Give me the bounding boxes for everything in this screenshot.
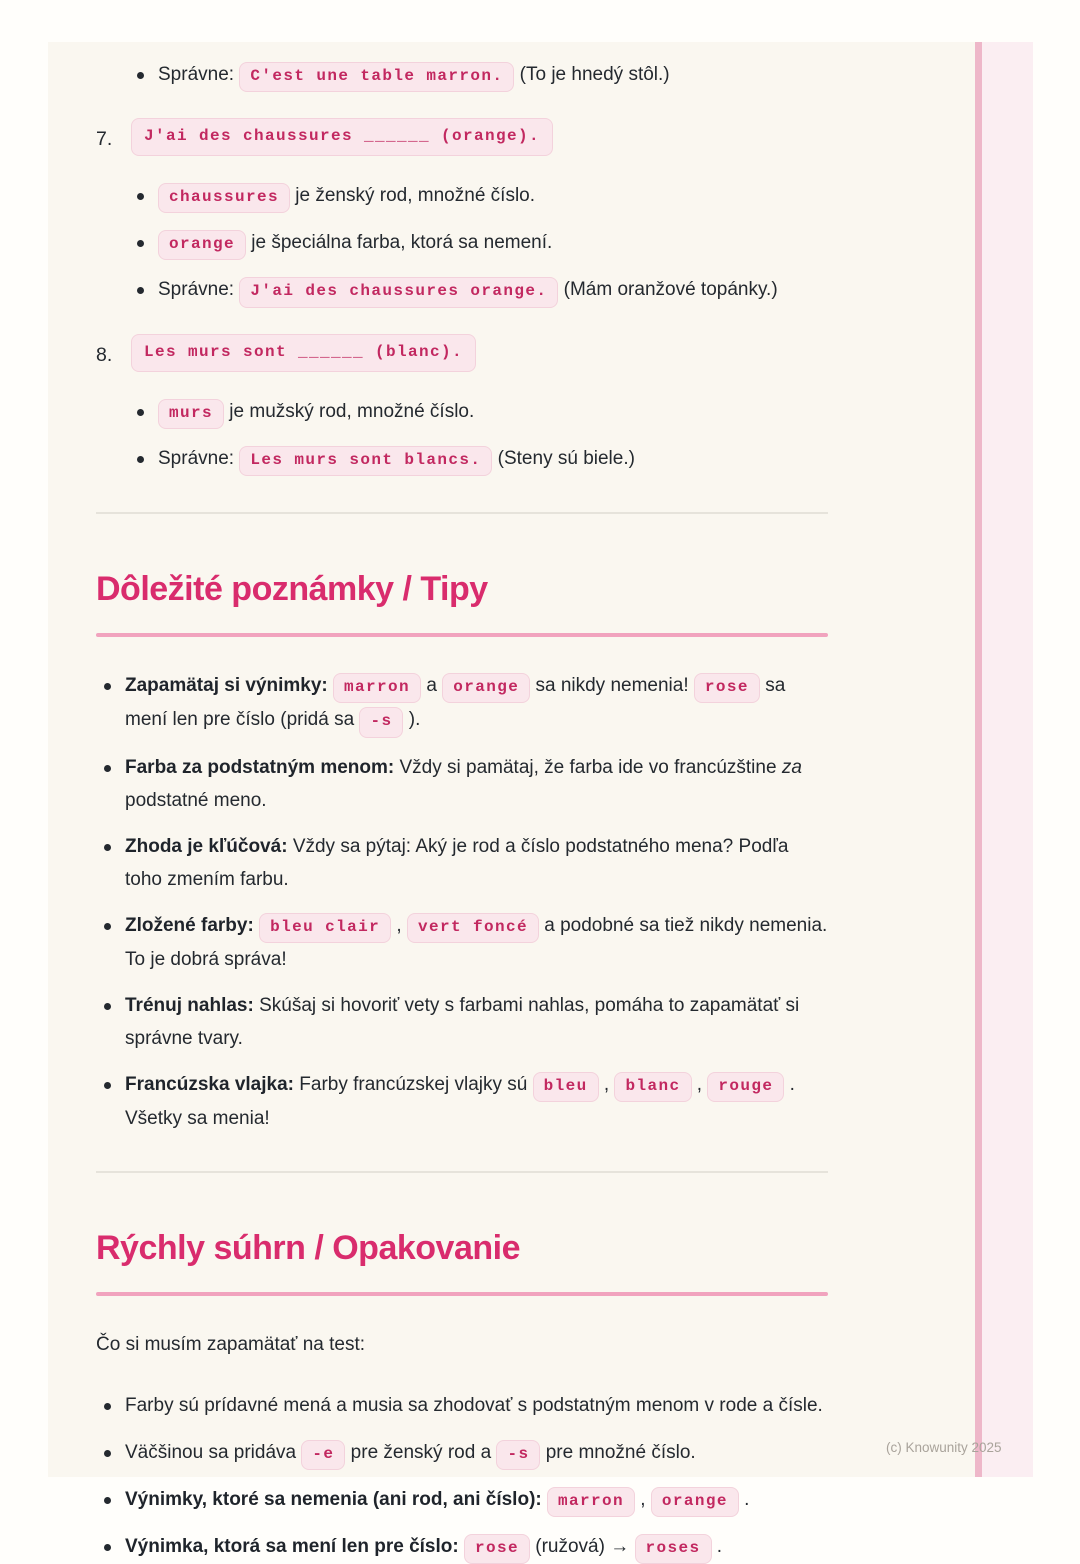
bullet-dot: [137, 193, 144, 200]
code-chip: J'ai des chaussures ______ (orange).: [131, 118, 553, 156]
list-item-text: [125, 751, 828, 817]
list-number: 8.: [96, 343, 113, 366]
text-run: ,: [391, 914, 407, 936]
section-heading-block: [96, 1219, 828, 1296]
code-chip: orange: [442, 673, 530, 703]
code-chip: bleu clair: [259, 913, 391, 943]
text-run: Farby sú prídavné mená a musia sa zhodovať s podstatným menom v rode a čísle.: [125, 1395, 823, 1417]
list-item: [96, 179, 828, 213]
list-item: [96, 1068, 828, 1135]
edge-pink-panel: [982, 42, 1033, 1477]
list-item: [96, 442, 828, 476]
section-heading: Dôležité poznámky / Tipy: [96, 569, 488, 608]
text-run: Správne:: [158, 279, 240, 301]
list-item-text: [125, 1389, 828, 1422]
text-run: podstatné meno.: [125, 789, 267, 811]
text-run: je špeciálna farba, ktorá sa nemení.: [246, 232, 553, 254]
code-chip: marron: [333, 673, 421, 703]
code-chip: rose: [694, 673, 760, 703]
edge-accent-line: [975, 42, 982, 1477]
numbered-list-item: [96, 334, 828, 373]
bullet-dot: [104, 923, 111, 930]
text-run: ,: [598, 1074, 615, 1096]
text-run: (Mám oranžové topánky.): [558, 279, 778, 301]
code-chip: bleu: [533, 1072, 599, 1102]
list-item: [96, 58, 828, 92]
text-run: .: [711, 1535, 723, 1557]
section-heading-block: [96, 560, 828, 637]
list-item: [96, 669, 828, 737]
code-chip: C'est une table marron.: [239, 62, 514, 92]
code-chip: rouge: [707, 1072, 784, 1102]
bold-text: Farba za podstatným menom:: [125, 756, 400, 778]
heading-underline: [96, 1292, 828, 1296]
bold-text: Francúzska vlajka:: [125, 1074, 300, 1096]
list-item: [96, 1389, 828, 1422]
text-run: je mužský rod, množné číslo.: [224, 400, 475, 422]
list-item-text: [158, 58, 828, 92]
bullet-dot: [137, 72, 144, 79]
text-run: Správne:: [158, 64, 240, 85]
bullet-dot: [137, 287, 144, 294]
text-run: . Všetky sa menia!: [125, 1074, 795, 1130]
document-content: [96, 58, 828, 1564]
bullet-dot: [104, 1003, 111, 1010]
bullet-dot: [104, 1497, 111, 1504]
text-run: sa nikdy nemenia!: [530, 675, 694, 697]
list-item-text: [131, 118, 828, 156]
code-chip: Les murs sont blancs.: [239, 446, 492, 476]
list-item-text: [125, 1068, 828, 1135]
list-item-text: [131, 334, 828, 372]
bullet-dot: [104, 1544, 111, 1551]
italic-text: za: [781, 756, 802, 778]
document-page: [48, 42, 1033, 1557]
bold-text: Zapamätaj si výnimky:: [125, 675, 334, 697]
page-edge-decoration: [975, 42, 1033, 1477]
code-chip: -s: [496, 1440, 540, 1470]
list-item-text: [158, 442, 828, 476]
bullet-dot: [137, 240, 144, 247]
text-run: (ružová) →: [529, 1535, 635, 1557]
bullet-dot: [104, 765, 111, 772]
list-item: [96, 395, 828, 429]
text-run: ).: [403, 709, 421, 731]
bullet-dot: [137, 456, 144, 463]
bullet-dot: [104, 1403, 111, 1410]
code-chip: -s: [359, 707, 403, 737]
text-run: (Steny sú biele.): [492, 447, 635, 469]
list-item-text: [125, 1530, 828, 1564]
list-item-text: [158, 273, 828, 307]
list-item: [96, 909, 828, 976]
text-run: Farby francúzskej vlajky sú: [299, 1074, 533, 1096]
list-item-text: [125, 830, 828, 896]
code-chip: chaussures: [158, 183, 290, 213]
code-chip: orange: [158, 230, 246, 260]
text-run: (To je hnedý stôl.): [514, 64, 670, 85]
bold-text: Výnimka, ktorá sa mení len pre číslo:: [125, 1535, 464, 1557]
text-run: Väčšinou sa pridáva: [125, 1441, 302, 1463]
text-run: sa mení len pre číslo (pridá sa: [125, 675, 786, 731]
bullet-dot: [104, 683, 111, 690]
text-run: pre ženský rod a: [345, 1441, 497, 1463]
bold-text: Výnimky, ktoré sa nemenia (ani rod, ani číslo):: [125, 1488, 547, 1510]
text-run: Vždy sa pýtaj: Aký je rod a číslo podstatného mena? Podľa toho zmením farbu.: [125, 835, 789, 890]
text-run: Vždy si pamätaj, že farba ide vo francúzštine: [399, 756, 782, 778]
list-item-text: [125, 1436, 828, 1470]
copyright-watermark: (c) Knowunity 2025: [886, 1440, 1002, 1455]
list-item-text: [158, 226, 828, 260]
text-run: pre množné číslo.: [540, 1441, 696, 1463]
bullet-dot: [104, 1082, 111, 1089]
code-chip: Les murs sont ______ (blanc).: [131, 334, 476, 372]
code-chip: roses: [635, 1534, 712, 1564]
code-chip: murs: [158, 399, 224, 429]
code-chip: orange: [651, 1487, 739, 1517]
text-run: Skúšaj si hovoriť vety s farbami nahlas, pomáha to zapamätať si správne tvary.: [125, 994, 800, 1049]
list-item: [96, 1530, 828, 1564]
list-item: [96, 830, 828, 896]
section-divider: [96, 1171, 828, 1173]
list-item: [96, 273, 828, 307]
list-item-text: [125, 909, 828, 976]
bold-text: Trénuj nahlas:: [125, 994, 260, 1016]
list-item: [96, 1483, 828, 1517]
heading-underline: [96, 633, 828, 637]
code-chip: marron: [547, 1487, 635, 1517]
list-item: [96, 1436, 828, 1470]
text-run: a podobné sa tiež nikdy nemenia. To je dobrá správa!: [125, 914, 828, 970]
list-item-text: [125, 1483, 828, 1517]
numbered-list-item: [96, 118, 828, 157]
bold-text: Zhoda je kľúčová:: [125, 835, 293, 857]
list-item: [96, 226, 828, 260]
list-item-text: [158, 395, 828, 429]
section-heading: Rýchly súhrn / Opakovanie: [96, 1229, 520, 1268]
section-divider: [96, 512, 828, 514]
text-run: a: [421, 675, 443, 697]
paragraph: Čo si musím zapamätať na test:: [96, 1334, 366, 1356]
text-run: Správne:: [158, 447, 240, 469]
code-chip: rose: [464, 1534, 530, 1564]
list-item-text: [125, 989, 828, 1055]
bullet-dot: [104, 844, 111, 851]
code-chip: -e: [301, 1440, 345, 1470]
code-chip: blanc: [614, 1072, 691, 1102]
code-chip: J'ai des chaussures orange.: [239, 277, 558, 307]
bullet-dot: [137, 409, 144, 416]
text-run: ,: [635, 1488, 651, 1510]
code-chip: vert foncé: [407, 913, 539, 943]
text-run: .: [738, 1488, 750, 1510]
bullet-dot: [104, 1450, 111, 1457]
bold-text: Zložené farby:: [125, 914, 260, 936]
list-number: 7.: [96, 128, 113, 151]
text-run: je ženský rod, množné číslo.: [290, 185, 536, 207]
list-item-text: [125, 669, 828, 737]
text-run: ,: [691, 1074, 708, 1096]
list-item: [96, 989, 828, 1055]
list-item: [96, 751, 828, 817]
list-item-text: [158, 179, 828, 213]
